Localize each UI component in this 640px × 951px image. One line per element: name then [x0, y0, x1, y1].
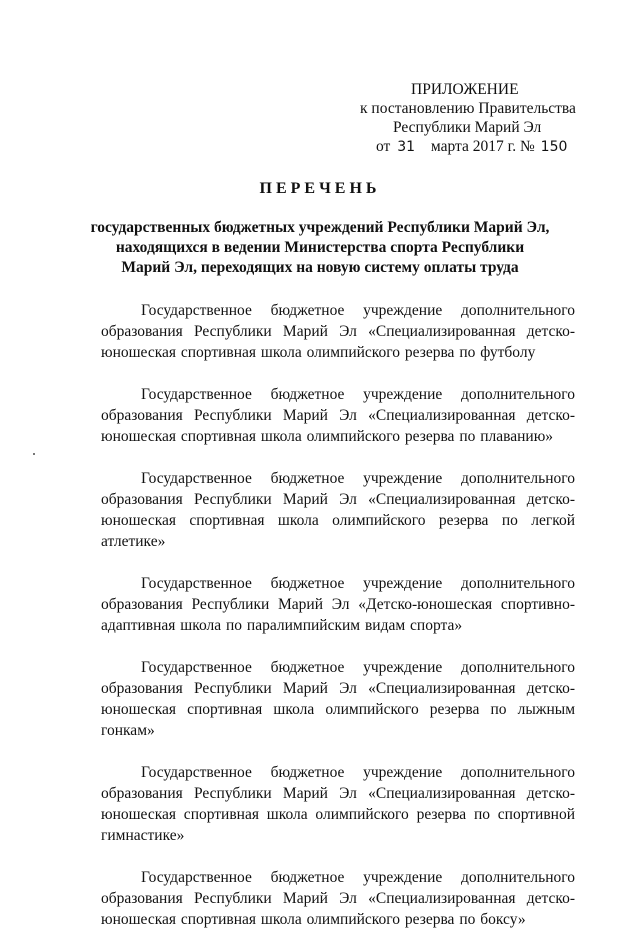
list-item: Государственное бюджетное учреждение дополнительного образования Республики Марий Эл «Специализированная детско-юношеская спортивная школа олимпийского резерва по лыжным гонкам»: [101, 659, 575, 739]
list-item: Государственное бюджетное учреждение дополнительного образования Республики Марий Эл «Специализированная детско-юношеская спортивная школа олимпийского резерва по спортивной гимнастике»: [101, 764, 575, 844]
subheading-line: Марий Эл, переходящих на новую систему оплаты труда: [121, 259, 519, 276]
appendix-reference: к постановлению Правительства: [360, 100, 576, 117]
list-item: Государственное бюджетное учреждение дополнительного образования Республики Марий Эл «Специализированная детско-юношеская спортивная школа олимпийского резерва по плаванию»: [101, 386, 575, 445]
list-item: Государственное бюджетное учреждение дополнительного образования Республики Марий Эл «Специализированная детско-юношеская спортивная школа олимпийского резерва по легкой атлетике»: [101, 470, 575, 550]
appendix-date-rest: марта 2017 г. №: [430, 138, 535, 155]
list-item: Государственное бюджетное учреждение дополнительного образования Республики Марий Эл «Специализированная детско-юношеская спортивная школа олимпийского резерва по футболу: [101, 302, 575, 361]
document-heading: ПЕРЕЧЕНЬ: [259, 180, 381, 197]
appendix-date-line: [340, 137, 580, 157]
subheading-line: государственных бюджетных учреждений Республики Марий Эл,: [90, 219, 550, 236]
list-item: Государственное бюджетное учреждение дополнительного образования Республики Марий Эл «Детско-юношеская спортивно-адаптивная школа по паралимпийским видам спорта»: [101, 575, 575, 634]
appendix-date-prefix: от: [376, 138, 391, 155]
appendix-title: ПРИЛОЖЕНИЕ: [411, 81, 519, 98]
scan-speck: [33, 453, 35, 455]
list-item: Государственное бюджетное учреждение дополнительного образования Республики Марий Эл «Специализированная детско-юношеская спортивная школа олимпийского резерва по боксу»: [101, 869, 575, 928]
institution-list: [101, 300, 575, 951]
appendix-block: [340, 80, 580, 157]
appendix-date-day: 31: [397, 139, 416, 155]
document-subheading: [90, 218, 550, 278]
appendix-number: 150: [540, 139, 568, 155]
subheading-line: находящихся в ведении Министерства спорта Республики: [115, 239, 525, 256]
appendix-region: Республики Марий Эл: [393, 119, 542, 136]
